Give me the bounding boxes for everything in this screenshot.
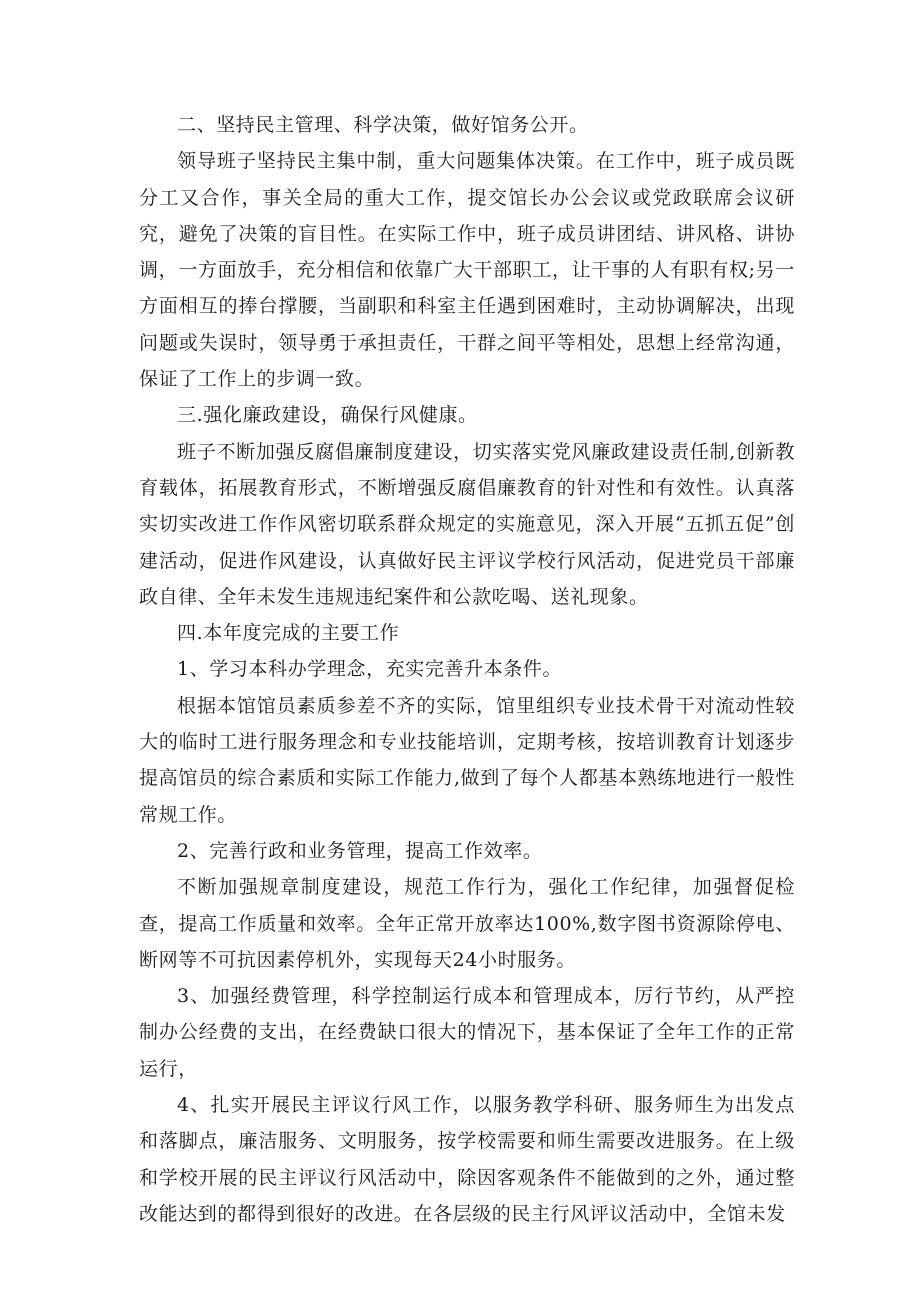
document-body: [139, 107, 795, 1232]
body-paragraph: 领导班子坚持民主集中制，重大问题集体决策。在工作中，班子成员既分工又合作，事关全局的重大工作，提交馆长办公会议或党政联席会议研究，避免了决策的盲目性。在实际工作中，班子成员讲团结、讲风格、讲协调，一方面放手，充分相信和依靠广大干部职工，让干事的人有职有权;另一方面相互的捧台撑腰，当副职和科室主任遇到困难时，主动协调解决，出现问题或失误时，领导勇于承担责任，干群之间平等相处，思想上经常沟通，保证了工作上的步调一致。: [139, 150, 795, 391]
subsection-paragraph-4: 4、扎实开展民主评议行风工作，以服务教学科研、服务师生为出发点和落脚点，廉洁服务、文明服务，按学校需要和师生需要改进服务。在上级和学校开展的民主评议行风活动中，除因客观条件不能做到的之外，通过整改能达到的都得到很好的改进。在各层级的民主行风评议活动中，全馆未发: [139, 1094, 795, 1225]
section-heading-3: 三.强化廉政建设，确保行风健康。: [177, 404, 478, 427]
section-heading-4: 四.本年度完成的主要工作: [177, 622, 400, 645]
body-paragraph: 不断加强规章制度建设，规范工作行为，强化工作纪律，加强督促检查，提高工作质量和效率。全年正常开放率达100%,数字图书资源除停电、断网等不可抗因素停机外，实现每天24小时服务。: [139, 876, 795, 971]
body-paragraph: 班子不断加强反腐倡廉制度建设，切实落实党风廉政建设责任制,创新教育载体，拓展教育形式，不断增强反腐倡廉教育的针对性和有效性。认真落实切实改进工作作风密切联系群众规定的实施意见，深入开展“五抓五促”创建活动，促进作风建设，认真做好民主评议学校行风活动，促进党员干部廉政自律、全年未发生违规违纪案件和公款吃喝、送礼现象。: [139, 440, 795, 608]
subsection-heading-1: 1、学习本科办学理念，充实完善升本条件。: [177, 658, 563, 681]
body-paragraph: 根据本馆馆员素质参差不齐的实际，馆里组织专业技术骨干对流动性较大的临时工进行服务理念和专业技能培训，定期考核，按培训教育计划逐步提高馆员的综合素质和实际工作能力,做到了每个人都基本熟练地进行一般性常规工作。: [139, 694, 795, 826]
section-heading-2: 二、坚持民主管理、科学决策，做好馆务公开。: [177, 114, 589, 136]
subsection-heading-2: 2、完善行政和业务管理，提高工作效率。: [177, 839, 543, 862]
subsection-paragraph-3: 3、加强经费管理，科学控制运行成本和管理成本，厉行节约，从严控制办公经费的支出，在经费缺口很大的情况下，基本保证了全年工作的正常运行，: [139, 985, 795, 1080]
